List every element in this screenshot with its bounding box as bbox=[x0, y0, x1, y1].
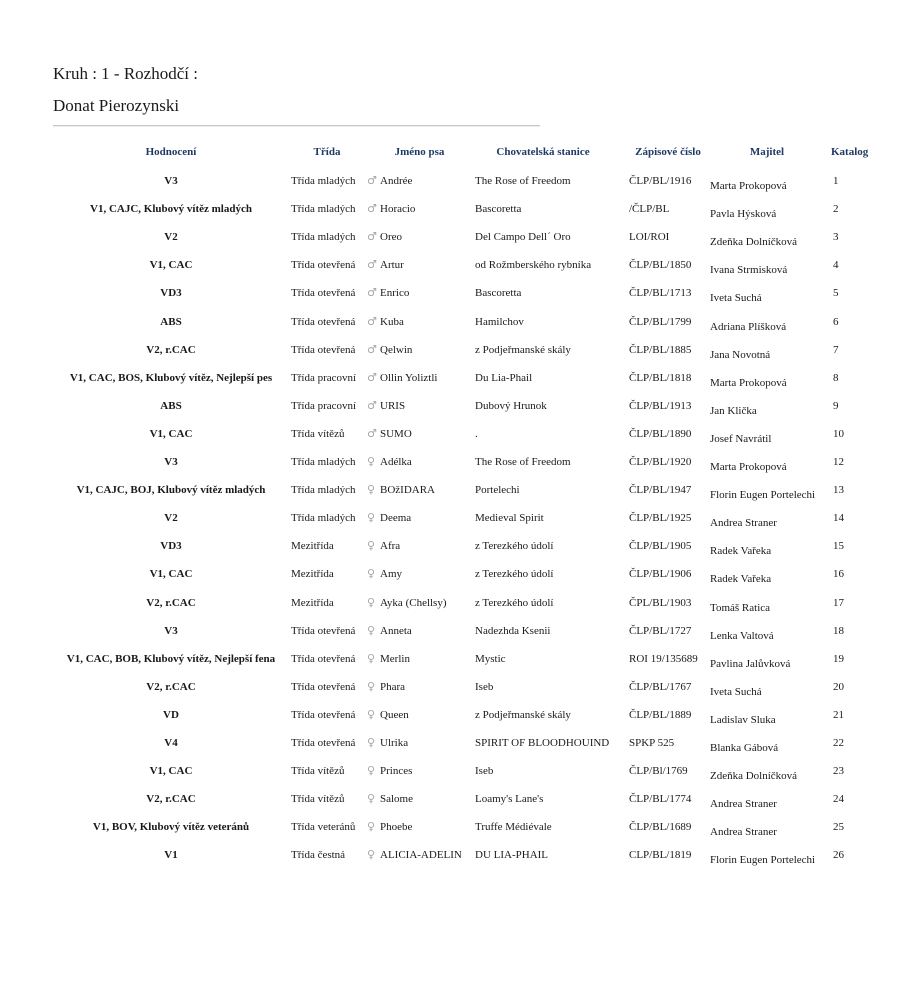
cell-evaluation: V2, r.CAC bbox=[146, 343, 196, 356]
cell-catalog: 7 bbox=[833, 343, 839, 356]
cell-class: Třída otevřená bbox=[291, 343, 356, 356]
cell-kennel: Iseb bbox=[475, 680, 494, 693]
cell-evaluation: V3 bbox=[164, 456, 178, 469]
cell-kennel: Del Campo Dell´ Oro bbox=[475, 231, 571, 244]
cell-registration: ČLP/BL/1713 bbox=[629, 287, 692, 300]
female-sign-icon: ♀ bbox=[367, 820, 376, 834]
header-class[interactable]: Třída bbox=[313, 146, 341, 158]
cell-kennel: Mystic bbox=[475, 652, 506, 665]
table-row bbox=[0, 507, 911, 535]
table-row bbox=[0, 395, 911, 423]
table-row bbox=[0, 648, 911, 676]
cell-kennel: Iseb bbox=[475, 765, 494, 778]
cell-evaluation: V2, r.CAC bbox=[146, 680, 196, 693]
cell-class: Třída otevřená bbox=[291, 708, 356, 721]
cell-catalog: 25 bbox=[833, 821, 844, 834]
table-row bbox=[0, 198, 911, 226]
table-body bbox=[0, 170, 911, 872]
cell-catalog: 17 bbox=[833, 596, 844, 609]
cell-dog-name: Merlin bbox=[380, 652, 410, 665]
cell-dog-name: Horacio bbox=[380, 203, 416, 216]
cell-catalog: 6 bbox=[833, 315, 839, 328]
female-sign-icon: ♀ bbox=[367, 567, 376, 581]
cell-class: Třída pracovní bbox=[291, 399, 357, 412]
cell-catalog: 20 bbox=[833, 680, 844, 693]
cell-registration: ČLP/BL/1774 bbox=[629, 793, 692, 806]
table-row bbox=[0, 339, 911, 367]
cell-dog-name: Phoebe bbox=[380, 821, 413, 834]
cell-kennel: DU LIA-PHAIL bbox=[475, 849, 549, 862]
cell-evaluation: V1, CAC bbox=[149, 259, 193, 272]
cell-class: Mezitřída bbox=[291, 540, 334, 553]
cell-class: Třída mladých bbox=[291, 231, 356, 244]
cell-registration: LOI/ROI bbox=[629, 231, 670, 244]
cell-evaluation: V1 bbox=[164, 849, 178, 862]
cell-class: Třída otevřená bbox=[291, 315, 356, 328]
cell-kennel: . bbox=[475, 427, 478, 440]
header-registration[interactable]: Zápisové číslo bbox=[635, 146, 701, 158]
header-catalog[interactable]: Katalog bbox=[831, 146, 869, 158]
female-sign-icon: ♀ bbox=[367, 483, 376, 497]
cell-kennel: Loamy's Lane's bbox=[475, 793, 544, 806]
cell-dog-name: Phara bbox=[380, 680, 406, 693]
cell-dog-name: Qelwin bbox=[380, 343, 413, 356]
cell-catalog: 21 bbox=[833, 708, 844, 721]
cell-evaluation: VD bbox=[163, 708, 179, 721]
male-sign-icon: ♂ bbox=[367, 314, 377, 328]
cell-evaluation: VD3 bbox=[160, 287, 182, 300]
table-row bbox=[0, 676, 911, 704]
cell-registration: ČLP/BL/1767 bbox=[629, 680, 692, 693]
cell-registration: ČLP/BL/1799 bbox=[629, 315, 692, 328]
table-row bbox=[0, 620, 911, 648]
cell-registration: CLP/BL/1819 bbox=[629, 849, 692, 862]
cell-dog-name: SUMO bbox=[380, 427, 412, 440]
cell-registration: ČLP/BL/1920 bbox=[629, 456, 692, 469]
table-row bbox=[0, 282, 911, 310]
cell-class: Třída otevřená bbox=[291, 652, 356, 665]
cell-registration: ČPL/BL/1903 bbox=[629, 596, 692, 609]
cell-kennel: Bascoretta bbox=[475, 287, 522, 300]
cell-owner: Tomáš Ratica bbox=[710, 601, 771, 614]
cell-catalog: 13 bbox=[833, 484, 844, 497]
cell-evaluation: ABS bbox=[160, 399, 182, 412]
cell-owner: Andrea Straner bbox=[710, 826, 777, 839]
female-sign-icon: ♀ bbox=[367, 623, 376, 637]
cell-registration: ČLP/BL/1916 bbox=[629, 175, 692, 188]
cell-dog-name: Enrico bbox=[380, 287, 410, 300]
cell-evaluation: V3 bbox=[164, 175, 178, 188]
cell-dog-name: Ayka (Chellsy) bbox=[380, 596, 447, 609]
cell-owner: Iveta Suchá bbox=[710, 292, 762, 305]
cell-evaluation: V1, CAC, BOB, Klubový vítěz, Nejlepší fena bbox=[66, 652, 276, 665]
cell-registration: ČLP/BL/1850 bbox=[629, 259, 692, 272]
male-sign-icon: ♂ bbox=[367, 426, 377, 440]
cell-dog-name: Princes bbox=[380, 765, 413, 778]
table-row bbox=[0, 732, 911, 760]
cell-class: Třída veteránů bbox=[291, 821, 356, 834]
judge-name: Donat Pierozynski bbox=[53, 96, 180, 115]
cell-kennel: z Terezkého údolí bbox=[475, 540, 554, 553]
cell-owner: Pavla Hýsková bbox=[710, 208, 777, 221]
cell-owner: Lenka Valtová bbox=[710, 629, 774, 642]
cell-owner: Radek Vařeka bbox=[710, 545, 772, 558]
cell-owner: Andrea Straner bbox=[710, 798, 777, 811]
cell-evaluation: V1, CAC, BOS, Klubový vítěz, Nejlepší pes bbox=[69, 371, 273, 384]
table-row bbox=[0, 788, 911, 816]
cell-catalog: 23 bbox=[833, 765, 844, 778]
cell-owner: Pavlina Jalůvková bbox=[710, 657, 791, 670]
cell-dog-name: Andrée bbox=[380, 175, 413, 188]
male-sign-icon: ♂ bbox=[367, 230, 377, 244]
table-row bbox=[0, 844, 911, 872]
cell-owner: Marta Prokopová bbox=[710, 180, 787, 193]
cell-catalog: 10 bbox=[833, 427, 844, 440]
cell-catalog: 3 bbox=[833, 231, 839, 244]
table-row bbox=[0, 367, 911, 395]
results-table bbox=[0, 142, 911, 872]
cell-dog-name: Anneta bbox=[380, 624, 412, 637]
cell-evaluation: V1, CAC bbox=[149, 765, 193, 778]
table-row bbox=[0, 170, 911, 198]
cell-dog-name: Kuba bbox=[380, 315, 404, 328]
female-sign-icon: ♀ bbox=[367, 595, 376, 609]
cell-catalog: 18 bbox=[833, 624, 844, 637]
cell-class: Třída čestná bbox=[291, 849, 346, 862]
cell-kennel: Hamilchov bbox=[475, 315, 524, 328]
cell-class: Třída otevřená bbox=[291, 680, 356, 693]
table-row bbox=[0, 254, 911, 282]
cell-class: Třída vítězů bbox=[291, 793, 345, 806]
cell-dog-name: URIS bbox=[380, 399, 406, 412]
cell-registration: ČLP/BL/1727 bbox=[629, 624, 692, 637]
cell-evaluation: ABS bbox=[160, 315, 182, 328]
cell-dog-name: ALICIA-ADELIN bbox=[380, 849, 462, 862]
table-row bbox=[0, 423, 911, 451]
cell-registration: SPKP 525 bbox=[629, 736, 675, 749]
female-sign-icon: ♀ bbox=[367, 539, 376, 553]
cell-dog-name: Ollin Yoliztli bbox=[380, 371, 438, 384]
cell-owner: Florin Eugen Portelechi bbox=[710, 854, 816, 867]
cell-owner: Florin Eugen Portelechi bbox=[710, 489, 816, 502]
cell-owner: Radek Vařeka bbox=[710, 573, 772, 586]
cell-catalog: 26 bbox=[833, 849, 844, 862]
cell-evaluation: V1, CAJC, BOJ, Klubový vítěz mladých bbox=[76, 484, 266, 497]
female-sign-icon: ♀ bbox=[367, 651, 376, 665]
cell-evaluation: V2, r.CAC bbox=[146, 596, 196, 609]
cell-catalog: 4 bbox=[833, 259, 839, 272]
cell-registration: ČLP/BL/1925 bbox=[629, 512, 692, 525]
cell-registration: ČLP/BL/1689 bbox=[629, 821, 692, 834]
cell-kennel: The Rose of Freedom bbox=[475, 456, 571, 469]
cell-class: Třída mladých bbox=[291, 175, 356, 188]
cell-registration: ČLP/BL/1818 bbox=[629, 371, 692, 384]
table-row bbox=[0, 816, 911, 844]
female-sign-icon: ♀ bbox=[367, 792, 376, 806]
female-sign-icon: ♀ bbox=[367, 848, 376, 862]
table-row bbox=[0, 479, 911, 507]
cell-catalog: 2 bbox=[833, 203, 839, 216]
cell-kennel: z Terezkého údolí bbox=[475, 596, 554, 609]
cell-evaluation: VD3 bbox=[160, 540, 182, 553]
cell-registration: ČLP/BL/1913 bbox=[629, 399, 692, 412]
cell-evaluation: V1, CAC bbox=[149, 568, 193, 581]
cell-kennel: z Podjeřmanské skály bbox=[475, 343, 571, 356]
header-dog-name[interactable]: Jméno psa bbox=[394, 146, 445, 158]
cell-kennel: Du Lia-Phail bbox=[475, 371, 533, 384]
cell-owner: Zdeňka Dolníčková bbox=[710, 236, 798, 249]
cell-catalog: 1 bbox=[833, 175, 839, 188]
cell-class: Třída vítězů bbox=[291, 427, 345, 440]
cell-kennel: The Rose of Freedom bbox=[475, 175, 571, 188]
female-sign-icon: ♀ bbox=[367, 764, 376, 778]
cell-dog-name: Salome bbox=[380, 793, 413, 806]
female-sign-icon: ♀ bbox=[367, 511, 376, 525]
male-sign-icon: ♂ bbox=[367, 342, 377, 356]
cell-evaluation: V2, r.CAC bbox=[146, 793, 196, 806]
cell-owner: Zdeňka Dolníčková bbox=[710, 770, 798, 783]
male-sign-icon: ♂ bbox=[367, 202, 377, 216]
cell-dog-name: Adélka bbox=[380, 456, 412, 469]
male-sign-icon: ♂ bbox=[367, 174, 377, 188]
cell-catalog: 12 bbox=[833, 456, 844, 469]
female-sign-icon: ♀ bbox=[367, 735, 376, 749]
cell-class: Třída otevřená bbox=[291, 287, 356, 300]
cell-class: Třída otevřená bbox=[291, 624, 356, 637]
header-owner[interactable]: Majitel bbox=[749, 146, 785, 158]
divider bbox=[53, 125, 540, 126]
cell-kennel: od Rožmberského rybníka bbox=[475, 259, 592, 272]
cell-owner: Josef Navrátil bbox=[710, 432, 772, 445]
cell-registration: ČLP/BL/1906 bbox=[629, 568, 692, 581]
male-sign-icon: ♂ bbox=[367, 370, 377, 384]
cell-dog-name: Ulrika bbox=[380, 736, 409, 749]
cell-catalog: 24 bbox=[833, 793, 844, 806]
cell-dog-name: Oreo bbox=[380, 231, 402, 244]
cell-owner: Ladislav Sluka bbox=[710, 713, 776, 726]
female-sign-icon: ♀ bbox=[367, 707, 376, 721]
cell-evaluation: V2 bbox=[164, 512, 178, 525]
cell-registration: /ČLP/BL bbox=[629, 203, 670, 216]
cell-class: Třída mladých bbox=[291, 512, 356, 525]
cell-owner: Jan Klička bbox=[710, 404, 757, 417]
table-header-row bbox=[0, 142, 911, 170]
cell-kennel: Dubový Hrunok bbox=[475, 399, 547, 412]
cell-owner: Iveta Suchá bbox=[710, 685, 762, 698]
table-row bbox=[0, 704, 911, 732]
cell-catalog: 22 bbox=[833, 736, 844, 749]
male-sign-icon: ♂ bbox=[367, 398, 377, 412]
table-row bbox=[0, 563, 911, 591]
cell-owner: Jana Novotná bbox=[710, 348, 771, 361]
cell-dog-name: Artur bbox=[380, 259, 404, 272]
cell-evaluation: V2 bbox=[164, 231, 178, 244]
cell-class: Mezitřída bbox=[291, 568, 334, 581]
cell-class: Třída otevřená bbox=[291, 736, 356, 749]
cell-kennel: SPIRIT OF BLOODHOUIND bbox=[475, 736, 610, 749]
ring-title: Kruh : 1 - Rozhodčí : bbox=[53, 64, 198, 83]
female-sign-icon: ♀ bbox=[367, 455, 376, 469]
cell-dog-name: Amy bbox=[380, 568, 402, 581]
cell-kennel: z Terezkého údolí bbox=[475, 568, 554, 581]
cell-class: Třída mladých bbox=[291, 456, 356, 469]
header-evaluation[interactable]: Hodnocení bbox=[145, 146, 197, 158]
cell-owner: Blanka Gábová bbox=[710, 741, 779, 754]
cell-registration: ČLP/BL/1890 bbox=[629, 427, 692, 440]
cell-registration: ČLP/BL/1905 bbox=[629, 540, 692, 553]
cell-dog-name: Afra bbox=[380, 540, 401, 553]
table-row bbox=[0, 760, 911, 788]
cell-evaluation: V1, CAC bbox=[149, 427, 193, 440]
cell-evaluation: V1, BOV, Klubový vítěz veteránů bbox=[92, 821, 250, 834]
cell-dog-name: BOžIDARA bbox=[380, 484, 435, 497]
cell-catalog: 8 bbox=[833, 371, 839, 384]
male-sign-icon: ♂ bbox=[367, 258, 377, 272]
cell-catalog: 19 bbox=[833, 652, 844, 665]
cell-owner: Marta Prokopová bbox=[710, 376, 787, 389]
cell-class: Třída vítězů bbox=[291, 765, 345, 778]
cell-catalog: 16 bbox=[833, 568, 844, 581]
cell-kennel: Truffe Médiévale bbox=[475, 821, 552, 834]
cell-class: Třída mladých bbox=[291, 484, 356, 497]
cell-catalog: 5 bbox=[833, 287, 839, 300]
cell-owner: Andrea Straner bbox=[710, 517, 777, 530]
cell-dog-name: Queen bbox=[380, 708, 409, 721]
cell-catalog: 14 bbox=[833, 512, 844, 525]
table-row bbox=[0, 311, 911, 339]
cell-class: Mezitřída bbox=[291, 596, 334, 609]
cell-owner: Adriana Plíšková bbox=[710, 320, 787, 333]
cell-registration: ČLP/BL/1885 bbox=[629, 343, 692, 356]
cell-class: Třída otevřená bbox=[291, 259, 356, 272]
header-kennel[interactable]: Chovatelská stanice bbox=[496, 146, 590, 158]
female-sign-icon: ♀ bbox=[367, 679, 376, 693]
cell-owner: Ivana Strmisková bbox=[710, 264, 788, 277]
cell-catalog: 15 bbox=[833, 540, 844, 553]
cell-owner: Marta Prokopová bbox=[710, 461, 787, 474]
table-row bbox=[0, 226, 911, 254]
cell-evaluation: V3 bbox=[164, 624, 178, 637]
table-row bbox=[0, 535, 911, 563]
table-row bbox=[0, 592, 911, 620]
cell-class: Třída mladých bbox=[291, 203, 356, 216]
table-row bbox=[0, 451, 911, 479]
cell-kennel: z Podjeřmanské skály bbox=[475, 708, 571, 721]
cell-registration: ČLP/BL/1947 bbox=[629, 484, 692, 497]
cell-registration: ROI 19/135689 bbox=[629, 652, 698, 665]
cell-evaluation: V1, CAJC, Klubový vítěz mladých bbox=[90, 203, 252, 216]
cell-kennel: Bascoretta bbox=[475, 203, 522, 216]
cell-registration: ČLP/BL/1889 bbox=[629, 708, 692, 721]
male-sign-icon: ♂ bbox=[367, 286, 377, 300]
cell-kennel: Portelechi bbox=[475, 484, 520, 497]
cell-registration: ČLP/Bl/1769 bbox=[629, 765, 688, 778]
cell-kennel: Nadezhda Ksenii bbox=[475, 624, 551, 637]
cell-class: Třída pracovní bbox=[291, 371, 357, 384]
cell-catalog: 9 bbox=[833, 399, 839, 412]
cell-kennel: Medieval Spirit bbox=[475, 512, 544, 525]
cell-dog-name: Deema bbox=[380, 512, 412, 525]
cell-evaluation: V4 bbox=[164, 736, 178, 749]
